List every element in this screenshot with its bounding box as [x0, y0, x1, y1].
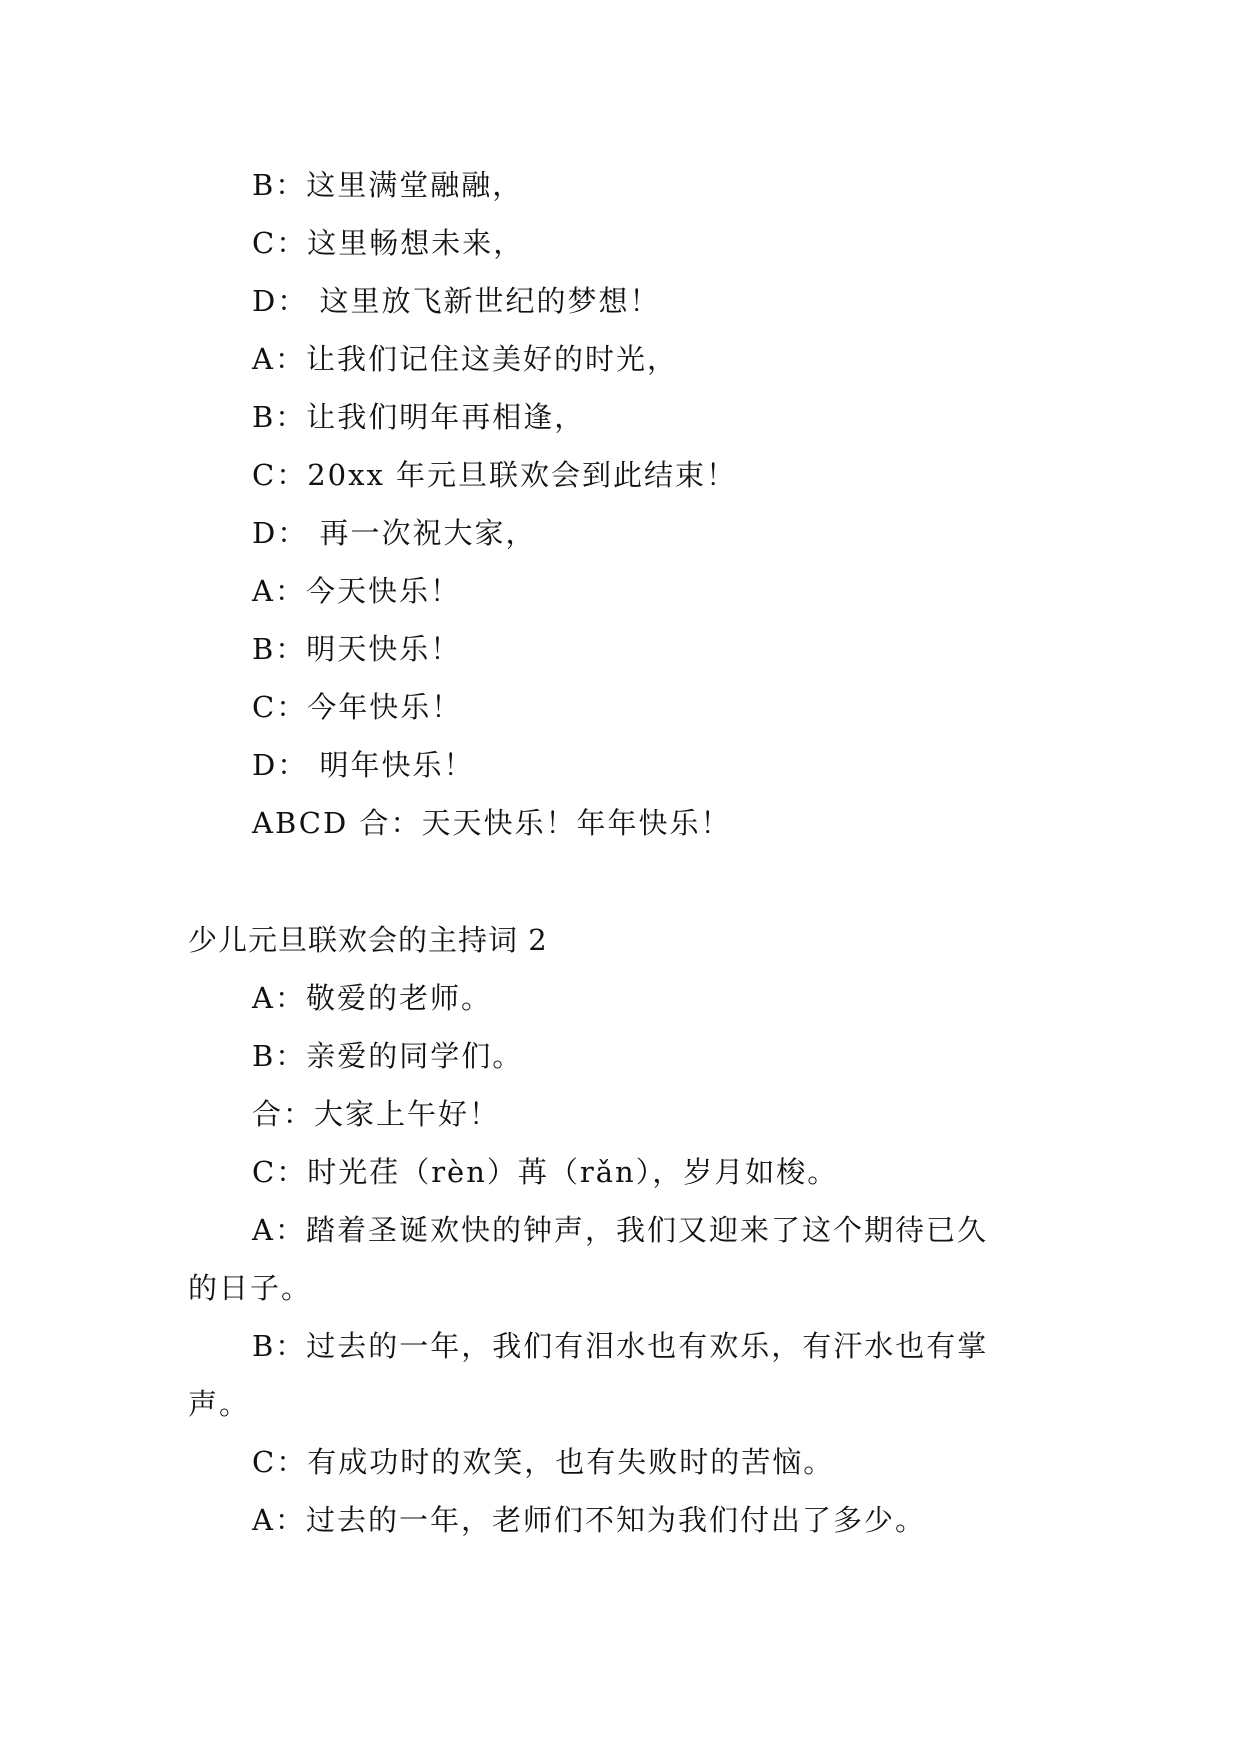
- dialogue-line: A：踏着圣诞欢快的钟声，我们又迎来了这个期待已久: [252, 1213, 988, 1247]
- dialogue-line: ABCD 合：天天快乐！年年快乐！: [252, 806, 732, 840]
- dialogue-line: C：这里畅想未来，: [252, 226, 525, 260]
- dialogue-line: D： 这里放飞新世纪的梦想！: [252, 284, 661, 318]
- dialogue-line-continuation: 声。: [188, 1387, 251, 1421]
- dialogue-line: A：今天快乐！: [252, 574, 461, 608]
- section-title: 少儿元旦联欢会的主持词 2: [188, 923, 548, 957]
- dialogue-line: B：这里满堂融融，: [252, 168, 524, 202]
- dialogue-line-continuation: 的日子。: [188, 1271, 313, 1305]
- dialogue-line: D： 明年快乐！: [252, 748, 475, 782]
- dialogue-line: C：时光荏（rèn）苒（rǎn），岁月如梭。: [252, 1155, 839, 1189]
- dialogue-line: C：今年快乐！: [252, 690, 463, 724]
- dialogue-line: C：20xx 年元旦联欢会到此结束！: [252, 458, 738, 492]
- dialogue-line: B：亲爱的同学们。: [252, 1039, 524, 1073]
- dialogue-line: A：过去的一年，老师们不知为我们付出了多少。: [252, 1503, 926, 1537]
- dialogue-line: A：让我们记住这美好的时光，: [252, 342, 678, 376]
- dialogue-line: B：过去的一年，我们有泪水也有欢乐，有汗水也有掌: [252, 1329, 989, 1363]
- dialogue-line: B：明天快乐！: [252, 632, 462, 666]
- dialogue-line: 合：大家上午好！: [252, 1097, 501, 1131]
- dialogue-line: B：让我们明年再相逢，: [252, 400, 586, 434]
- dialogue-line: C：有成功时的欢笑，也有失败时的苦恼。: [252, 1445, 835, 1479]
- dialogue-line: D： 再一次祝大家，: [252, 516, 537, 550]
- dialogue-line: A：敬爱的老师。: [252, 981, 492, 1015]
